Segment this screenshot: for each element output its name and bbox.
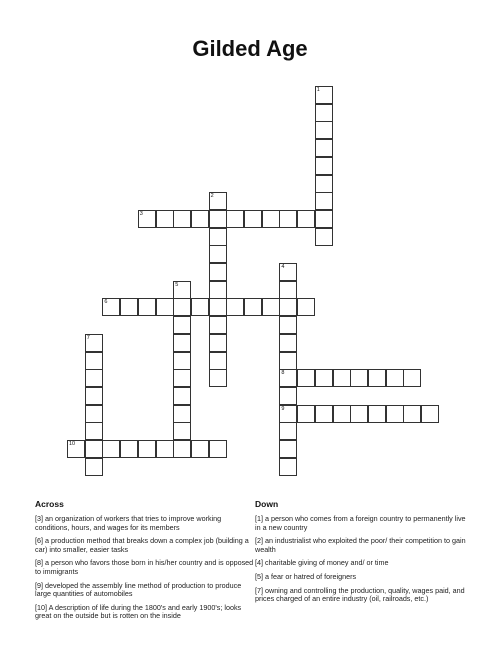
grid-cell[interactable] — [209, 316, 227, 334]
grid-cell[interactable] — [279, 334, 297, 352]
clue-label: [6] — [35, 536, 45, 546]
down-clue — [255, 559, 470, 568]
grid-cell[interactable] — [102, 298, 120, 316]
grid-cell[interactable] — [279, 422, 297, 440]
grid-cell[interactable] — [403, 369, 421, 387]
grid-cell[interactable] — [191, 298, 209, 316]
grid-cell[interactable] — [209, 245, 227, 263]
grid-cell[interactable] — [173, 387, 191, 405]
grid-cell[interactable] — [279, 316, 297, 334]
grid-cell[interactable] — [421, 405, 439, 423]
grid-cell[interactable] — [368, 405, 386, 423]
grid-cell[interactable] — [315, 157, 333, 175]
down-clue — [255, 587, 470, 604]
clue-label: [9] — [35, 580, 45, 590]
grid-cell[interactable] — [403, 405, 421, 423]
across-clue — [35, 582, 255, 599]
across-clue — [35, 604, 255, 621]
grid-cell[interactable] — [262, 210, 280, 228]
clue-label: [8] — [35, 558, 45, 568]
grid-cell[interactable] — [244, 298, 262, 316]
across-clue-list — [35, 515, 255, 626]
grid-cell[interactable] — [85, 422, 103, 440]
grid-cell[interactable] — [315, 139, 333, 157]
grid-cell[interactable] — [138, 210, 156, 228]
grid-cell[interactable] — [85, 440, 103, 458]
grid-cell[interactable] — [173, 440, 191, 458]
grid-cell[interactable] — [315, 210, 333, 228]
grid-cell[interactable] — [315, 192, 333, 210]
across-heading: Across — [35, 499, 64, 509]
down-clue — [255, 537, 470, 554]
clue-number: 2 — [210, 193, 214, 200]
clue-text: charitable giving of money and/ or time — [265, 558, 389, 568]
across-clue — [35, 515, 255, 532]
grid-cell[interactable] — [209, 369, 227, 387]
clue-number: 3 — [139, 210, 143, 217]
grid-cell[interactable] — [209, 334, 227, 352]
grid-cell[interactable] — [315, 121, 333, 139]
grid-cell[interactable] — [333, 369, 351, 387]
clue-number: 5 — [175, 281, 179, 288]
grid-cell[interactable] — [368, 369, 386, 387]
grid-cell[interactable] — [244, 210, 262, 228]
grid-cell[interactable] — [333, 405, 351, 423]
grid-cell[interactable] — [226, 298, 244, 316]
grid-cell[interactable] — [262, 298, 280, 316]
grid-cell[interactable] — [120, 440, 138, 458]
clue-text: an organization of workers that tries to improve working conditions, hours, and wages for its members — [35, 514, 222, 532]
grid-cell[interactable] — [297, 405, 315, 423]
grid-cell[interactable] — [85, 334, 103, 352]
grid-cell[interactable] — [85, 458, 103, 476]
grid-cell[interactable] — [138, 298, 156, 316]
grid-cell[interactable] — [350, 405, 368, 423]
clue-label: [1] — [255, 514, 265, 523]
page-title: Gilded Age — [192, 36, 308, 61]
clue-label: [10] — [35, 602, 49, 612]
down-clue — [255, 515, 470, 532]
grid-cell[interactable] — [173, 352, 191, 370]
clue-number: 8 — [281, 370, 285, 377]
clue-number: 1 — [316, 87, 320, 93]
clue-number: 7 — [86, 334, 90, 341]
grid-cell[interactable] — [209, 228, 227, 246]
grid-cell[interactable] — [279, 369, 297, 387]
grid-cell[interactable] — [209, 352, 227, 370]
grid-cell[interactable] — [191, 210, 209, 228]
grid-cell[interactable] — [156, 298, 174, 316]
grid-cell[interactable] — [173, 334, 191, 352]
grid-cell[interactable] — [297, 298, 315, 316]
grid-cell[interactable] — [67, 440, 85, 458]
grid-cell[interactable] — [386, 405, 404, 423]
clue-text: A description of life during the 1800's and early 1900's; looks great on the outside but is rotten on the inside — [35, 602, 242, 621]
clue-number: 9 — [281, 405, 285, 412]
grid-cell[interactable] — [279, 263, 297, 281]
grid-cell[interactable] — [315, 405, 333, 423]
clue-text: a production method that breaks down a complex job (building a car) into smaller, easier tasks — [35, 536, 249, 554]
grid-cell[interactable] — [191, 440, 209, 458]
clue-text: developed the assembly line method of production to produce large quantities of automobiles — [35, 580, 242, 599]
grid-cell[interactable] — [138, 440, 156, 458]
clue-label: [3] — [35, 514, 45, 523]
grid-cell[interactable] — [279, 440, 297, 458]
grid-cell[interactable] — [85, 352, 103, 370]
grid-cell[interactable] — [173, 422, 191, 440]
grid-cell[interactable] — [226, 210, 244, 228]
grid-cell[interactable] — [350, 369, 368, 387]
grid-cell[interactable] — [156, 210, 174, 228]
grid-cell[interactable] — [209, 263, 227, 281]
clue-number: 6 — [104, 299, 108, 306]
grid-cell[interactable] — [315, 175, 333, 193]
grid-cell[interactable] — [279, 387, 297, 405]
grid-cell[interactable] — [173, 298, 191, 316]
grid-cell[interactable] — [386, 369, 404, 387]
grid-cell[interactable] — [85, 369, 103, 387]
grid-cell[interactable] — [315, 104, 333, 122]
down-clue-list — [255, 515, 470, 609]
clue-label: [4] — [255, 558, 265, 568]
grid-cell[interactable] — [173, 369, 191, 387]
grid-cell[interactable] — [279, 458, 297, 476]
grid-cell[interactable] — [315, 86, 333, 104]
grid-cell[interactable] — [297, 210, 315, 228]
grid-cell[interactable] — [209, 440, 227, 458]
grid-cell[interactable] — [297, 369, 315, 387]
grid-cell[interactable] — [102, 440, 120, 458]
clue-label: [2] — [255, 536, 265, 546]
grid-cell[interactable] — [279, 405, 297, 423]
down-heading: Down — [255, 499, 279, 509]
grid-cell[interactable] — [85, 405, 103, 423]
grid-cell[interactable] — [279, 281, 297, 299]
down-clue — [255, 573, 470, 582]
grid-cell[interactable] — [209, 210, 227, 228]
grid-cell[interactable] — [209, 192, 227, 210]
clue-text: a person who favors those born in his/her country and is opposed to immigrants — [35, 558, 254, 576]
grid-cell[interactable] — [156, 440, 174, 458]
grid-cell[interactable] — [279, 352, 297, 370]
grid-cell[interactable] — [279, 298, 297, 316]
across-clue — [35, 559, 255, 576]
across-clue — [35, 537, 255, 554]
grid-cell[interactable] — [315, 369, 333, 387]
grid-cell[interactable] — [173, 281, 191, 299]
clue-number: 4 — [281, 264, 285, 270]
clue-label: [7] — [255, 585, 265, 595]
clue-text: an industrialist who exploited the poor/ their competition to gain wealth — [255, 536, 466, 554]
clue-number: 10 — [69, 441, 76, 447]
clue-text: a person who comes from a foreign country to permanently live in a new country — [255, 514, 466, 532]
grid-cell[interactable] — [279, 210, 297, 228]
grid-cell[interactable] — [315, 228, 333, 246]
grid-cell[interactable] — [173, 316, 191, 334]
grid-cell[interactable] — [120, 298, 138, 316]
grid-cell[interactable] — [173, 210, 191, 228]
grid-cell[interactable] — [85, 387, 103, 405]
grid-cell[interactable] — [209, 298, 227, 316]
grid-cell[interactable] — [209, 281, 227, 299]
clue-label: [5] — [255, 571, 265, 581]
grid-cell[interactable] — [173, 405, 191, 423]
clue-text: a fear or hatred of foreigners — [265, 571, 357, 581]
clue-text: owning and controlling the production, quality, wages paid, and prices charged of an entire industry (oil, railroads, etc.) — [255, 585, 465, 604]
